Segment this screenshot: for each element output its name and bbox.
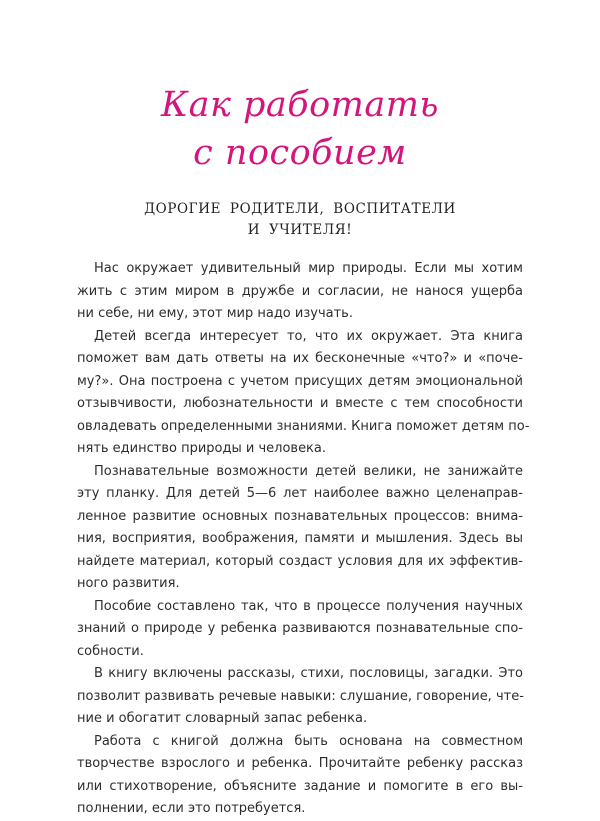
- greeting-heading-line-2: И УЧИТЕЛЯ!: [247, 222, 353, 238]
- text-line: Работа с книгой должна быть основана на совместном: [94, 733, 523, 749]
- text-line: знаний о природе у ребенка развиваются познавательные спо-: [77, 621, 523, 636]
- text-line: эту планку. Для детей 5—6 лет наиболее важно целенаправ-: [77, 486, 523, 501]
- text-line: творчестве взрослого и ребенка. Прочитайте ребенку рассказ: [77, 756, 523, 771]
- text-line: ни себе, ни ему, этот мир надо изучать.: [77, 306, 353, 321]
- text-line: поможет вам дать ответы на их бесконечные «что?» и «поче-: [77, 351, 523, 366]
- text-line: Детей всегда интересует то, что их окружает. Эта книга: [94, 328, 523, 344]
- page-title-line-2: с пособием: [193, 133, 407, 173]
- text-line: Нас окружает удивительный мир природы. Если мы хотим: [94, 261, 523, 276]
- text-line: ние и обогатит словарный запас ребенка.: [77, 711, 368, 726]
- page-title-line-1: Как работать: [161, 85, 439, 125]
- text-line: ного развития.: [77, 576, 180, 591]
- greeting-heading-line-1: ДОРОГИЕ РОДИТЕЛИ, ВОСПИТАТЕЛИ: [144, 201, 456, 217]
- text-line: ленное развитие основных познавательных процессов: внима-: [77, 508, 523, 524]
- text-line: овладевать определенными знаниями. Книга поможет детям по-: [77, 418, 530, 434]
- text-line: найдете материал, который создаст условия для их эффектив-: [77, 553, 523, 569]
- text-line: или стихотворение, объясните задание и помогите в его вы-: [77, 778, 523, 794]
- body-text: [77, 258, 530, 821]
- text-line: нять единство природы и человека.: [77, 441, 327, 456]
- text-line: полнении, если это потребуется.: [77, 801, 306, 816]
- text-line: жить с этим миром в дружбе и согласии, не нанося ущерба: [77, 283, 523, 299]
- text-line: собности.: [77, 643, 144, 659]
- text-line: му?». Она построена с учетом присущих детям эмоциональной: [77, 373, 523, 389]
- text-line: Пособие составлено так, что в процессе получения научных: [94, 598, 523, 614]
- text-line: отзывчивости, любознательности и вместе с тем способности: [77, 396, 523, 411]
- text-line: Познавательные возможности детей велики, не занижайте: [94, 463, 523, 479]
- text-line: В книгу включены рассказы, стихи, пословицы, загадки. Это: [94, 666, 523, 681]
- text-line: ния, восприятия, воображения, памяти и мышления. Здесь вы: [77, 531, 523, 546]
- text-line: позволит развивать речевые навыки: слушание, говорение, чте-: [77, 688, 524, 704]
